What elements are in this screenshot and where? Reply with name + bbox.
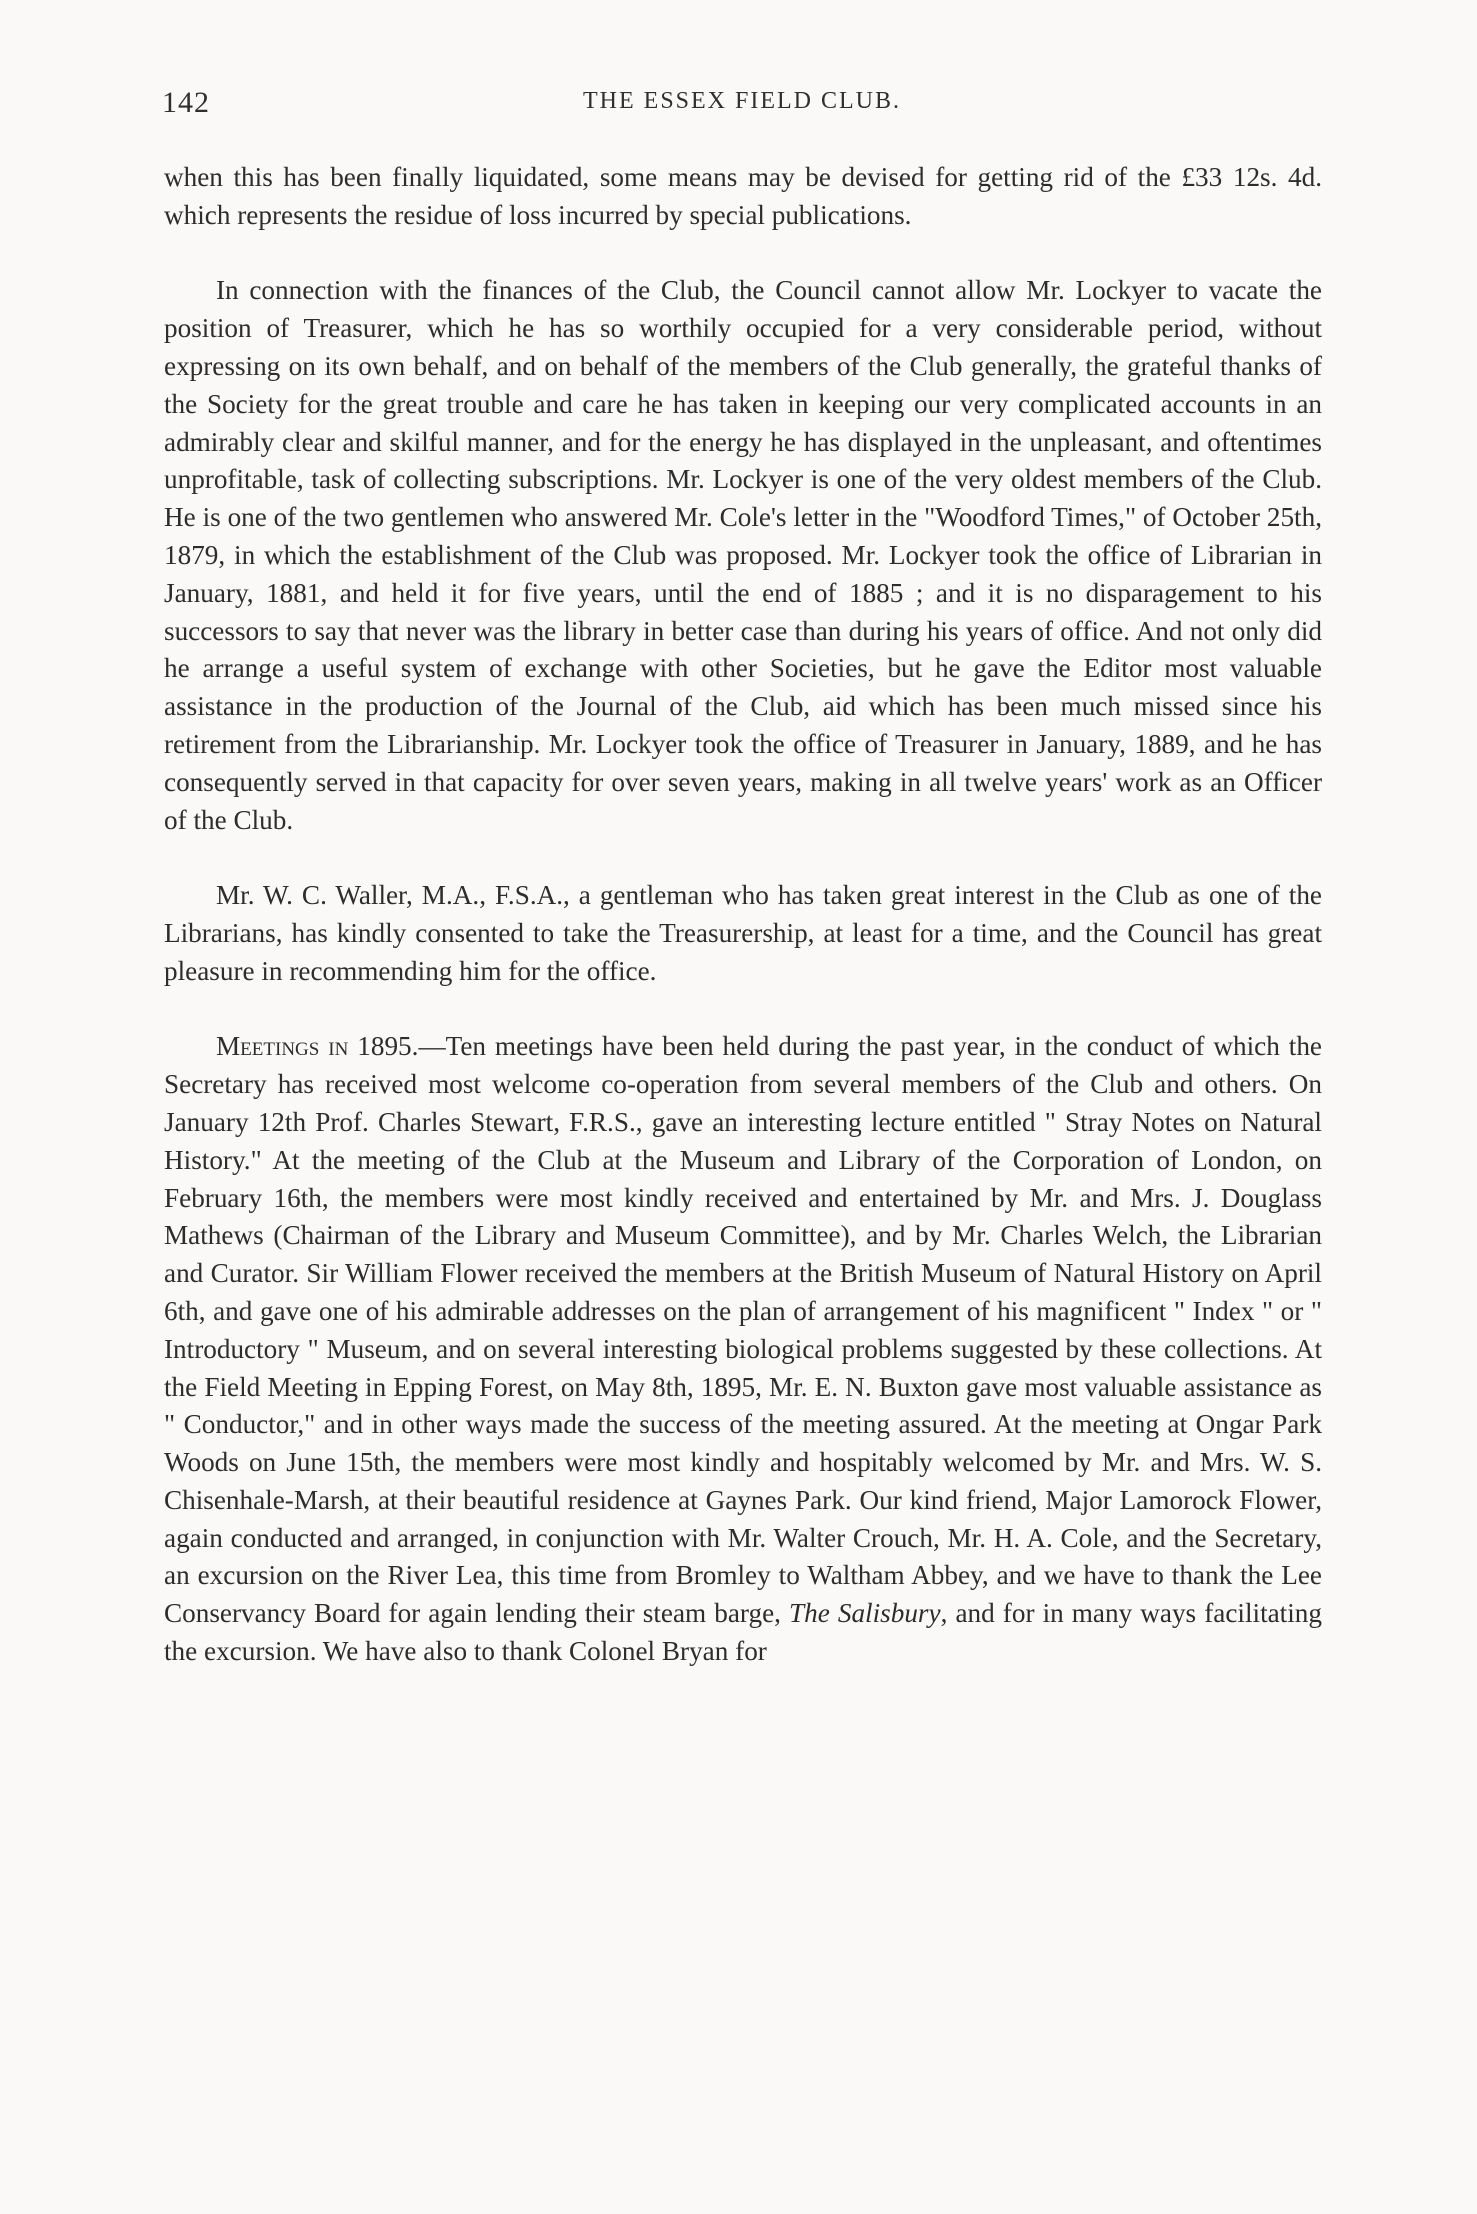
body-text	[164, 159, 1322, 1709]
page-number: 142	[162, 86, 210, 119]
meetings-text-part-1: —Ten meetings have been held during the past year, in the conduct of which the Secretary has received most welcome co-operation from several members of the Club and others. On January 12th Prof. Charles Stewart, F.R.S., gave an interesting lecture entitled " Stray Notes on Natural History." At the meeting of the Club at the Museum and Library of the Corporation of London, on February 16th, the members were most kindly received and entertained by Mr. and Mrs. J. Douglass Mathews (Chairman of the Library and Museum Committee), and by Mr. Charles Welch, the Librarian and Curator. Sir William Flower received the members at the British Museum of Natural History on April 6th, and gave one of his admirable addresses on the plan of arrangement of his magnificent " Index " or " Introductory " Museum, and on several interesting biological problems suggested by these collections. At the Field Meeting in Epping Forest, on May 8th, 1895, Mr. E. N. Buxton gave most valuable assistance as " Conductor," and in other ways made the success of the meeting assured. At the meeting at Ongar Park Woods on June 15th, the members were most kindly and hospitably welcomed by Mr. and Mrs. W. S. Chisenhale-Marsh, at their beautiful residence at Gaynes Park. Our kind friend, Major Lamorock Flower, again conducted and arranged, in conjunction with Mr. Walter Crouch, Mr. H. A. Cole, and the Secretary, an excursion on the River Lea, this time from Bromley to Waltham Abbey, and we have to thank the Lee Conservancy Board for again lending their steam barge,	[164, 1031, 1322, 1629]
barge-name: The Salisbury	[789, 1598, 941, 1629]
paragraph-new-treasurer: Mr. W. C. Waller, M.A., F.S.A., a gentleman who has taken great interest in the Club as one of the Librarians, has kindly consented to take the Treasurership, at least for a time, and the Council has great pleasure in recommending him for the office.	[164, 880, 1322, 986]
meetings-text-part-2: , and for in many ways facilitating the excursion. We have also to thank Colonel Bryan for	[164, 1598, 1322, 1667]
paragraph-meetings	[164, 1028, 1322, 1671]
running-header	[162, 86, 1322, 126]
meetings-heading: Meetings in 1895.	[216, 1031, 419, 1062]
running-title: THE ESSEX FIELD CLUB.	[583, 88, 901, 114]
paragraph-continuation: when this has been finally liquidated, some means may be devised for getting rid of the £33 12s. 4d. which represents the residue of loss incurred by special publications.	[164, 162, 1322, 230]
paragraph-treasurer-thanks: In connection with the finances of the Club, the Council cannot allow Mr. Lockyer to vacate the position of Treasurer, which he has so worthily occupied for a very considerable period, without expressing on its own behalf, and on behalf of the members of the Club generally, the grateful thanks of the Society for the great trouble and care he has taken in keeping our very complicated accounts in an admirably clear and skilful manner, and for the energy he has displayed in the unpleasant, and oftentimes unprofitable, task of collecting subscriptions. Mr. Lockyer is one of the very oldest members of the Club. He is one of the two gentlemen who answered Mr. Cole's letter in the "Woodford Times," of October 25th, 1879, in which the establishment of the Club was proposed. Mr. Lockyer took the office of Librarian in January, 1881, and held it for five years, until the end of 1885 ; and it is no disparagement to his successors to say that never was the library in better case than during his years of office. And not only did he arrange a useful system of exchange with other Societies, but he gave the Editor most valuable assistance in the production of the Journal of the Club, aid which has been much missed since his retirement from the Librarianship. Mr. Lockyer took the office of Treasurer in January, 1889, and he has consequently served in that capacity for over seven years, making in all twelve years' work as an Officer of the Club.	[164, 275, 1322, 835]
